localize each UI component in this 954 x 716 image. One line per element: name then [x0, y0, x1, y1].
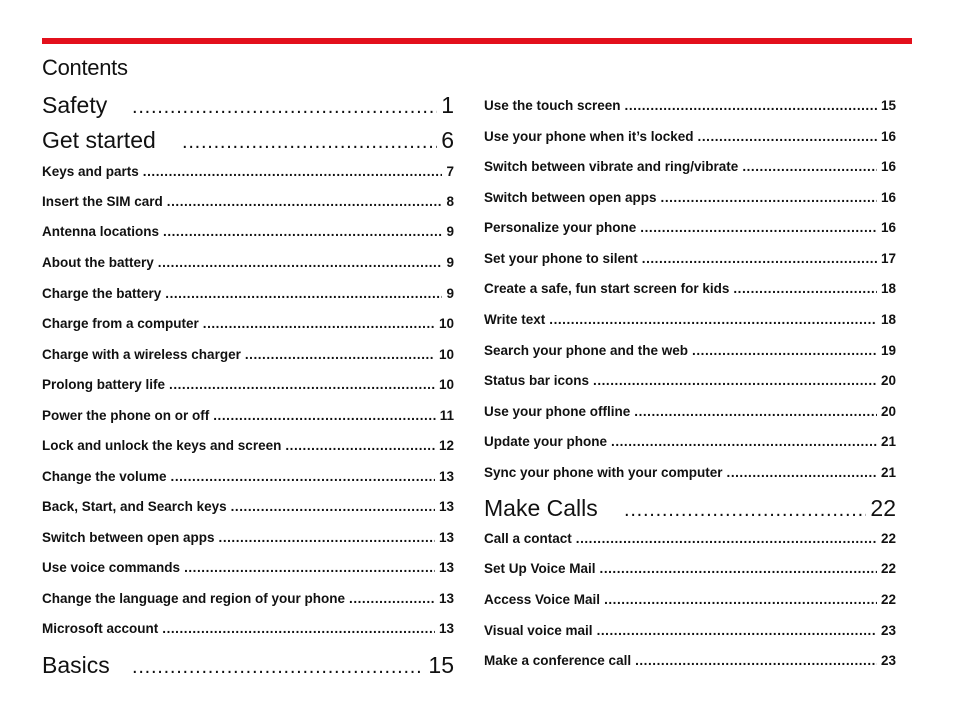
toc-leader-dots [635, 651, 877, 671]
toc-section-entry[interactable] [42, 123, 454, 157]
toc-leader-dots [742, 157, 877, 177]
toc-leader-dots [169, 375, 435, 395]
toc-entry-label: Change the language and region of your phone [42, 591, 346, 606]
toc-leader-dots [593, 371, 877, 391]
toc-section-entry[interactable] [42, 88, 454, 122]
toc-page-number: 13 [438, 591, 454, 606]
toc-page-number: 17 [880, 251, 896, 266]
toc-leader-dots [733, 279, 877, 299]
toc-leader-dots [624, 493, 866, 525]
toc-leader-dots [245, 345, 435, 365]
contents-title: Contents [42, 55, 128, 80]
toc-page-number: 13 [438, 560, 454, 575]
toc-entry-label: Make Calls [484, 495, 598, 521]
toc-leader-dots [642, 249, 877, 269]
toc-page-number: 20 [880, 373, 896, 388]
header-red-bar [42, 38, 912, 44]
toc-leader-dots [171, 467, 435, 487]
toc-section-entry[interactable] [42, 648, 454, 682]
toc-entry[interactable] [484, 621, 896, 641]
toc-entry-label: Switch between vibrate and ring/vibrate [484, 159, 739, 174]
toc-page-number: 21 [880, 465, 896, 480]
toc-entry-label: Switch between open apps [42, 530, 215, 545]
toc-page-number: 18 [880, 281, 896, 296]
toc-page-number: 22 [880, 592, 896, 607]
toc-entry-label: Create a safe, fun start screen for kids [484, 281, 730, 296]
toc-entry-label: Call a contact [484, 531, 572, 546]
toc-page-number: 22 [880, 561, 896, 576]
toc-page-number: 16 [880, 129, 896, 144]
toc-page-number: 12 [438, 438, 454, 453]
toc-page-number: 9 [446, 255, 454, 270]
toc-entry-label: Status bar icons [484, 373, 590, 388]
toc-leader-dots [600, 559, 877, 579]
toc-entry-label: Use your phone when it’s locked [484, 129, 694, 144]
toc-leader-dots [597, 621, 877, 641]
toc-entry[interactable] [484, 96, 896, 116]
toc-entry[interactable] [42, 162, 454, 182]
toc-entry-label: Charge the battery [42, 286, 162, 301]
toc-page-number: 10 [438, 316, 454, 331]
toc-leader-dots [727, 463, 877, 483]
toc-section-entry[interactable] [484, 491, 896, 525]
toc-entry[interactable] [42, 528, 454, 548]
toc-leader-dots [184, 558, 435, 578]
toc-leader-dots [163, 222, 442, 242]
toc-page-number: 13 [438, 530, 454, 545]
toc-page-number: 13 [438, 499, 454, 514]
toc-leader-dots [231, 497, 435, 517]
toc-page-number: 15 [428, 652, 454, 678]
toc-leader-dots [576, 529, 877, 549]
toc-entry-label: Update your phone [484, 434, 608, 449]
toc-page-number: 15 [880, 98, 896, 113]
toc-page-number: 16 [880, 159, 896, 174]
toc-page-number: 7 [446, 164, 454, 179]
toc-entry[interactable] [42, 284, 454, 304]
toc-entry-label: Visual voice mail [484, 623, 593, 638]
toc-entry[interactable] [42, 314, 454, 334]
toc-entry-label: Sync your phone with your computer [484, 465, 723, 480]
toc-leader-dots [132, 90, 437, 122]
toc-entry-label: Microsoft account [42, 621, 159, 636]
toc-page-number: 6 [441, 127, 454, 153]
toc-entry[interactable] [484, 463, 896, 483]
toc-entry-label: Get started [42, 127, 156, 153]
toc-entry-label: Write text [484, 312, 546, 327]
toc-entry-label: Use your phone offline [484, 404, 631, 419]
toc-entry-label: Charge from a computer [42, 316, 199, 331]
toc-leader-dots [143, 162, 443, 182]
toc-entry[interactable] [484, 218, 896, 238]
toc-page-number: 8 [446, 194, 454, 209]
toc-leader-dots [549, 310, 877, 330]
toc-entry[interactable] [42, 497, 454, 517]
toc-entry-label: Power the phone on or off [42, 408, 210, 423]
toc-entry-label: Change the volume [42, 469, 167, 484]
toc-leader-dots [661, 188, 877, 208]
toc-page-number: 10 [438, 347, 454, 362]
toc-entry[interactable] [484, 432, 896, 452]
toc-entry-label: Keys and parts [42, 164, 139, 179]
toc-leader-dots [132, 650, 424, 682]
toc-page-number: 16 [880, 220, 896, 235]
toc-entry[interactable] [42, 558, 454, 578]
toc-entry-label: About the battery [42, 255, 154, 270]
toc-entry-label: Prolong battery life [42, 377, 166, 392]
toc-entry[interactable] [42, 253, 454, 273]
toc-leader-dots [167, 192, 443, 212]
toc-entry[interactable] [484, 157, 896, 177]
toc-leader-dots [182, 125, 437, 157]
toc-entry[interactable] [42, 619, 454, 639]
toc-entry[interactable] [484, 651, 896, 671]
toc-entry[interactable] [484, 341, 896, 361]
toc-entry-label: Use the touch screen [484, 98, 621, 113]
toc-entry-label: Basics [42, 652, 110, 678]
toc-entry-label: Insert the SIM card [42, 194, 163, 209]
toc-leader-dots [604, 590, 877, 610]
toc-page-number: 1 [441, 92, 454, 118]
toc-leader-dots [692, 341, 877, 361]
toc-entry[interactable] [484, 590, 896, 610]
toc-entry-label: Lock and unlock the keys and screen [42, 438, 282, 453]
toc-entry[interactable] [42, 192, 454, 212]
toc-entry-label: Back, Start, and Search keys [42, 499, 227, 514]
toc-entry-label: Access Voice Mail [484, 592, 601, 607]
toc-page-number: 19 [880, 343, 896, 358]
toc-entry-label: Search your phone and the web [484, 343, 689, 358]
toc-page-number: 18 [880, 312, 896, 327]
toc-leader-dots [634, 402, 877, 422]
toc-entry[interactable] [42, 375, 454, 395]
toc-page-number: 9 [446, 286, 454, 301]
toc-leader-dots [213, 406, 435, 426]
toc-page-number: 21 [880, 434, 896, 449]
toc-entry-label: Charge with a wireless charger [42, 347, 241, 362]
toc-leader-dots [165, 284, 442, 304]
toc-leader-dots [640, 218, 877, 238]
toc-page-number: 23 [880, 623, 896, 638]
toc-entry-label: Make a conference call [484, 653, 632, 668]
toc-page-number: 23 [880, 653, 896, 668]
toc-entry[interactable] [42, 589, 454, 609]
toc-page-number: 11 [439, 408, 454, 423]
toc-entry-label: Set your phone to silent [484, 251, 638, 266]
toc-entry[interactable] [484, 559, 896, 579]
toc-entry[interactable] [484, 127, 896, 147]
toc-entry-label: Antenna locations [42, 224, 160, 239]
toc-page-number: 22 [870, 495, 896, 521]
toc-leader-dots [162, 619, 435, 639]
toc-entry[interactable] [484, 279, 896, 299]
toc-leader-dots [698, 127, 877, 147]
toc-entry[interactable] [42, 467, 454, 487]
toc-entry-label: Personalize your phone [484, 220, 637, 235]
toc-page-number: 22 [880, 531, 896, 546]
toc-entry[interactable] [484, 188, 896, 208]
toc-page-number: 13 [438, 621, 454, 636]
toc-entry-label: Safety [42, 92, 108, 118]
toc-leader-dots [219, 528, 435, 548]
toc-entry-label: Switch between open apps [484, 190, 657, 205]
toc-entry[interactable] [42, 222, 454, 242]
toc-entry[interactable] [484, 310, 896, 330]
toc-page-number: 9 [446, 224, 454, 239]
toc-page-number: 20 [880, 404, 896, 419]
toc-entry-label: Set Up Voice Mail [484, 561, 596, 576]
toc-page-number: 10 [438, 377, 454, 392]
toc-page-number: 13 [438, 469, 454, 484]
toc-page-number: 16 [880, 190, 896, 205]
toc-leader-dots [203, 314, 435, 334]
toc-entry-label: Use voice commands [42, 560, 181, 575]
toc-entry[interactable] [484, 402, 896, 422]
toc-entry[interactable] [42, 345, 454, 365]
toc-entry[interactable] [42, 406, 454, 426]
toc-leader-dots [611, 432, 877, 452]
toc-leader-dots [349, 589, 435, 609]
toc-entry[interactable] [484, 249, 896, 269]
toc-entry[interactable] [484, 371, 896, 391]
toc-leader-dots [285, 436, 435, 456]
toc-entry[interactable] [484, 529, 896, 549]
toc-leader-dots [625, 96, 877, 116]
toc-entry[interactable] [42, 436, 454, 456]
toc-leader-dots [158, 253, 443, 273]
